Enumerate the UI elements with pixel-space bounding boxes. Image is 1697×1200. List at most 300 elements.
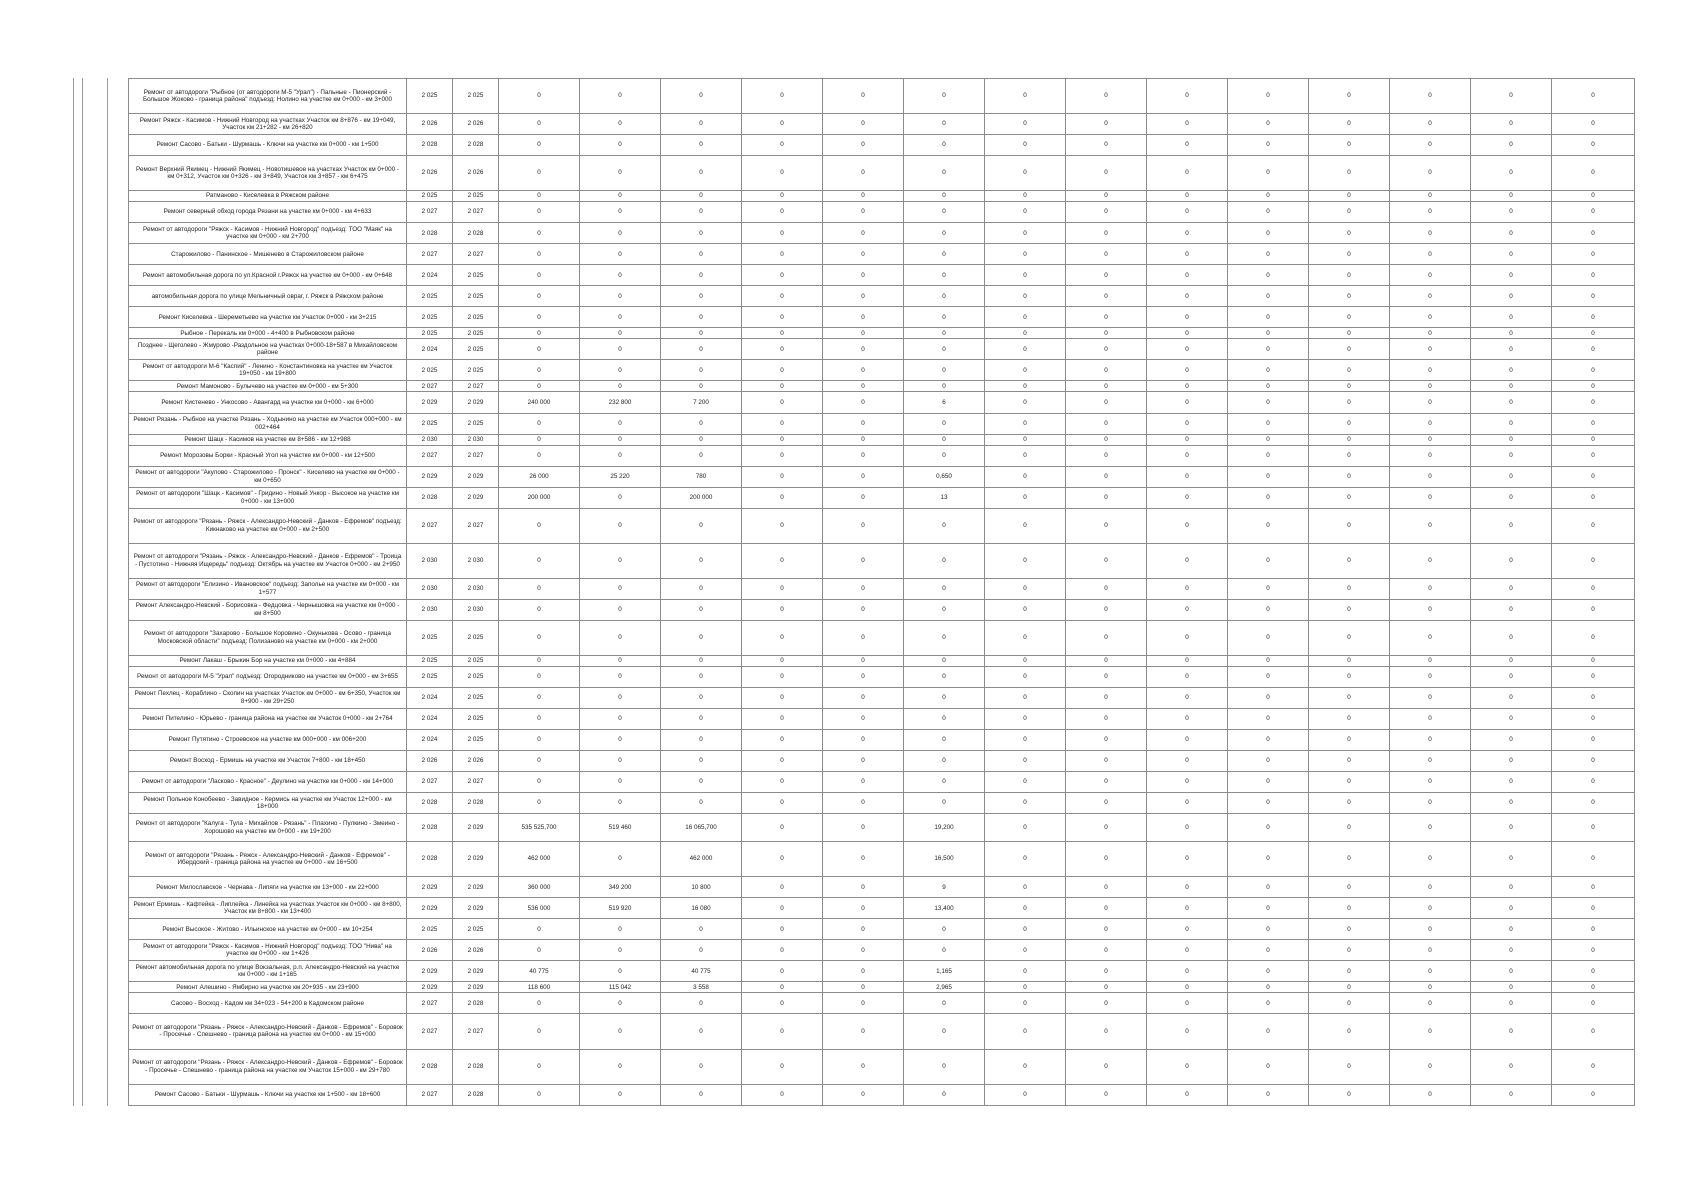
value-cell: 0 (1147, 620, 1228, 655)
value-cell: 0 (580, 708, 661, 729)
table-row (129, 223, 1635, 244)
end-year-cell: 2 025 (453, 328, 499, 339)
table-row (129, 381, 1635, 392)
start-year-cell: 2 029 (407, 898, 453, 919)
value-cell: 0 (1147, 1049, 1228, 1084)
road-name-cell: Ремонт Пителино - Юрьево - граница района на участке км Участок 0+000 - км 2+764 (129, 708, 407, 729)
value-cell: 0 (1471, 982, 1552, 993)
value-cell: 0 (1309, 655, 1390, 666)
road-name-cell: Ремонт от автодороги "Рязань - Ряжск - Александро-Невский - Данков - Ефремов" - Троица - Пустотино - Нижняя Ищередь" подъезд: Октябрь на участке км Участок 0+000 - км 2+950 (129, 543, 407, 578)
value-cell: 0 (1471, 413, 1552, 434)
value-cell: 0 (1147, 487, 1228, 508)
value-cell: 0 (985, 543, 1066, 578)
value-cell: 0 (1228, 730, 1309, 751)
value-cell: 0 (499, 543, 580, 578)
value-cell: 0 (823, 842, 904, 877)
value-cell: 0 (1147, 307, 1228, 328)
value-cell: 0 (985, 877, 1066, 898)
value-cell: 40 775 (499, 961, 580, 982)
value-cell: 0 (1471, 360, 1552, 381)
start-year-cell: 2 028 (407, 1049, 453, 1084)
value-cell: 0 (661, 265, 742, 286)
value-cell: 0 (580, 655, 661, 666)
value-cell: 0 (1552, 487, 1635, 508)
value-cell: 0 (823, 445, 904, 466)
value-cell: 0 (1471, 772, 1552, 793)
value-cell: 0 (499, 381, 580, 392)
value-cell: 0 (1147, 265, 1228, 286)
value-cell: 0 (1228, 223, 1309, 244)
value-cell: 462 000 (661, 842, 742, 877)
table-row (129, 1084, 1635, 1105)
value-cell: 0 (580, 202, 661, 223)
value-cell: 0 (661, 381, 742, 392)
value-cell: 0 (1147, 286, 1228, 307)
value-cell: 0 (580, 79, 661, 114)
value-cell: 0 (661, 508, 742, 543)
value-cell: 0 (1228, 135, 1309, 156)
value-cell: 0 (1309, 730, 1390, 751)
end-year-cell: 2 027 (453, 445, 499, 466)
value-cell: 0 (499, 265, 580, 286)
table-row (129, 730, 1635, 751)
value-cell: 0 (1066, 793, 1147, 814)
table-row (129, 708, 1635, 729)
end-year-cell: 2 025 (453, 307, 499, 328)
end-year-cell: 2 025 (453, 286, 499, 307)
value-cell: 0 (1228, 202, 1309, 223)
end-year-cell: 2 030 (453, 434, 499, 445)
value-cell: 0,650 (904, 466, 985, 487)
value-cell: 0 (1390, 360, 1471, 381)
road-name-cell: Ремонт Рязань - Рыбное на участке Рязань - Ходынино на участке км Участок 000+000 - км 002+464 (129, 413, 407, 434)
value-cell: 0 (1471, 599, 1552, 620)
road-name-cell: Ремонт от автодороги "Акулово - Старожилово - Пронск" - Киселево на участке км 0+000 - км 0+650 (129, 466, 407, 487)
value-cell: 0 (1309, 814, 1390, 842)
value-cell: 0 (1066, 244, 1147, 265)
value-cell: 0 (1228, 543, 1309, 578)
value-cell: 0 (661, 578, 742, 599)
value-cell: 0 (904, 919, 985, 940)
value-cell: 0 (1228, 339, 1309, 360)
value-cell: 0 (499, 793, 580, 814)
value-cell: 0 (1228, 156, 1309, 191)
value-cell: 0 (1552, 381, 1635, 392)
end-year-cell: 2 025 (453, 191, 499, 202)
value-cell: 0 (1390, 1049, 1471, 1084)
value-cell: 0 (580, 434, 661, 445)
end-year-cell: 2 025 (453, 919, 499, 940)
value-cell: 0 (580, 135, 661, 156)
start-year-cell: 2 024 (407, 687, 453, 708)
value-cell: 0 (1147, 392, 1228, 413)
value-cell: 0 (985, 993, 1066, 1014)
value-cell: 0 (1309, 1049, 1390, 1084)
value-cell: 0 (904, 940, 985, 961)
value-cell: 0 (904, 543, 985, 578)
road-name-cell: Ремонт Кистенево - Ункосово - Авангард на участке км 0+000 - км 6+000 (129, 392, 407, 413)
value-cell: 0 (1066, 413, 1147, 434)
value-cell: 0 (823, 940, 904, 961)
value-cell: 0 (1309, 79, 1390, 114)
end-year-cell: 2 025 (453, 655, 499, 666)
value-cell: 0 (1066, 265, 1147, 286)
value-cell: 0 (985, 339, 1066, 360)
value-cell: 0 (1066, 982, 1147, 993)
table-row (129, 135, 1635, 156)
value-cell: 0 (1309, 620, 1390, 655)
road-name-cell: Ремонт от автодороги "Рязань - Ряжск - Александро-Невский - Данков - Ефремов" - Боровок - Просечье - Спешнево - граница района на участке км 0+000 - км 15+000 (129, 1014, 407, 1049)
value-cell: 0 (985, 286, 1066, 307)
start-year-cell: 2 025 (407, 79, 453, 114)
value-cell: 0 (904, 445, 985, 466)
value-cell: 0 (904, 1049, 985, 1084)
value-cell: 0 (1066, 877, 1147, 898)
value-cell: 0 (1228, 79, 1309, 114)
value-cell: 0 (742, 543, 823, 578)
value-cell: 0 (823, 114, 904, 135)
left-margin-line-1 (73, 78, 74, 1106)
road-name-cell: Ремонт от автодороги "Рязань - Ряжск - Александро-Невский - Данков - Ефремов" подъезд: Кикнаково на участке км 0+000 - км 2+500 (129, 508, 407, 543)
value-cell: 0 (823, 191, 904, 202)
value-cell: 0 (1147, 814, 1228, 842)
value-cell: 0 (1228, 814, 1309, 842)
value-cell: 0 (904, 730, 985, 751)
value-cell: 0 (1390, 814, 1471, 842)
value-cell: 0 (580, 156, 661, 191)
value-cell: 0 (823, 1084, 904, 1105)
value-cell: 0 (1390, 730, 1471, 751)
value-cell: 0 (1147, 244, 1228, 265)
table-row (129, 543, 1635, 578)
value-cell: 0 (823, 286, 904, 307)
value-cell: 0 (1228, 655, 1309, 666)
start-year-cell: 2 030 (407, 599, 453, 620)
value-cell: 0 (1552, 578, 1635, 599)
value-cell: 0 (1066, 328, 1147, 339)
value-cell: 0 (499, 620, 580, 655)
value-cell: 0 (1552, 898, 1635, 919)
value-cell: 0 (1471, 223, 1552, 244)
start-year-cell: 2 029 (407, 961, 453, 982)
value-cell: 0 (742, 114, 823, 135)
value-cell: 0 (985, 842, 1066, 877)
value-cell: 0 (985, 191, 1066, 202)
value-cell: 0 (580, 413, 661, 434)
end-year-cell: 2 025 (453, 666, 499, 687)
value-cell: 0 (1228, 392, 1309, 413)
table-row (129, 655, 1635, 666)
value-cell: 0 (1228, 328, 1309, 339)
start-year-cell: 2 027 (407, 445, 453, 466)
value-cell: 0 (1228, 434, 1309, 445)
value-cell: 0 (1147, 135, 1228, 156)
value-cell: 0 (1471, 286, 1552, 307)
value-cell: 3 558 (661, 982, 742, 993)
value-cell: 0 (1066, 307, 1147, 328)
value-cell: 0 (1552, 223, 1635, 244)
value-cell: 0 (1390, 842, 1471, 877)
value-cell: 0 (823, 392, 904, 413)
value-cell: 0 (1552, 1084, 1635, 1105)
value-cell: 0 (742, 1049, 823, 1084)
value-cell: 0 (985, 961, 1066, 982)
value-cell: 0 (1471, 993, 1552, 1014)
value-cell: 25 220 (580, 466, 661, 487)
value-cell: 0 (1552, 445, 1635, 466)
value-cell: 0 (661, 156, 742, 191)
road-name-cell: Рыбное - Перекаль км 0+000 - 4+400 в Рыбновском районе (129, 328, 407, 339)
value-cell: 0 (1552, 543, 1635, 578)
start-year-cell: 2 024 (407, 730, 453, 751)
value-cell: 0 (1390, 877, 1471, 898)
road-name-cell: Ремонт Ряжск - Касимов - Нижний Новгород на участках Участок км 8+876 - км 19+049, Участок км 21+282 - км 26+820 (129, 114, 407, 135)
table-row (129, 328, 1635, 339)
value-cell: 0 (985, 487, 1066, 508)
value-cell: 0 (1147, 793, 1228, 814)
value-cell: 780 (661, 466, 742, 487)
end-year-cell: 2 026 (453, 156, 499, 191)
value-cell: 0 (499, 751, 580, 772)
value-cell: 0 (1147, 993, 1228, 1014)
value-cell: 0 (1471, 751, 1552, 772)
end-year-cell: 2 027 (453, 1014, 499, 1049)
value-cell: 0 (580, 360, 661, 381)
value-cell: 0 (1147, 114, 1228, 135)
value-cell: 0 (1552, 265, 1635, 286)
value-cell: 6 (904, 392, 985, 413)
value-cell: 0 (499, 114, 580, 135)
start-year-cell: 2 025 (407, 620, 453, 655)
value-cell: 0 (1309, 360, 1390, 381)
road-name-cell: Ремонт Александро-Невский - Борисовка - Федцовка - Чернышовка на участке км 0+000 - км 8+500 (129, 599, 407, 620)
value-cell: 0 (823, 730, 904, 751)
value-cell: 0 (1471, 730, 1552, 751)
value-cell: 0 (1066, 487, 1147, 508)
value-cell: 0 (1228, 687, 1309, 708)
value-cell: 0 (1228, 487, 1309, 508)
table-row (129, 156, 1635, 191)
value-cell: 0 (661, 543, 742, 578)
value-cell: 0 (1552, 307, 1635, 328)
value-cell: 0 (1066, 223, 1147, 244)
value-cell: 0 (1552, 842, 1635, 877)
value-cell: 0 (1066, 655, 1147, 666)
value-cell: 0 (1471, 445, 1552, 466)
table-row (129, 307, 1635, 328)
value-cell: 0 (742, 772, 823, 793)
value-cell: 0 (1471, 466, 1552, 487)
value-cell: 0 (1228, 1049, 1309, 1084)
value-cell: 0 (499, 434, 580, 445)
end-year-cell: 2 028 (453, 135, 499, 156)
value-cell: 0 (742, 244, 823, 265)
value-cell: 0 (1552, 751, 1635, 772)
value-cell: 0 (985, 655, 1066, 666)
value-cell: 0 (1552, 982, 1635, 993)
value-cell: 0 (1309, 599, 1390, 620)
value-cell: 16 080 (661, 898, 742, 919)
value-cell: 0 (985, 307, 1066, 328)
value-cell: 240 000 (499, 392, 580, 413)
end-year-cell: 2 029 (453, 392, 499, 413)
value-cell: 0 (1066, 381, 1147, 392)
value-cell: 2,965 (904, 982, 985, 993)
value-cell: 0 (1066, 620, 1147, 655)
value-cell: 0 (1066, 360, 1147, 381)
value-cell: 0 (823, 961, 904, 982)
end-year-cell: 2 028 (453, 223, 499, 244)
value-cell: 0 (823, 919, 904, 940)
value-cell: 0 (661, 434, 742, 445)
value-cell: 0 (1066, 79, 1147, 114)
start-year-cell: 2 028 (407, 487, 453, 508)
value-cell: 0 (742, 687, 823, 708)
value-cell: 0 (1228, 898, 1309, 919)
road-name-cell: Ратманово - Киселевка в Ряжском районе (129, 191, 407, 202)
value-cell: 0 (1066, 898, 1147, 919)
value-cell: 0 (1147, 655, 1228, 666)
table-row (129, 961, 1635, 982)
value-cell: 13 (904, 487, 985, 508)
value-cell: 0 (823, 360, 904, 381)
start-year-cell: 2 026 (407, 114, 453, 135)
value-cell: 0 (580, 223, 661, 244)
value-cell: 0 (823, 543, 904, 578)
value-cell: 0 (1147, 898, 1228, 919)
value-cell: 0 (742, 961, 823, 982)
value-cell: 0 (742, 993, 823, 1014)
value-cell: 0 (1228, 919, 1309, 940)
value-cell: 0 (1390, 223, 1471, 244)
value-cell: 0 (1471, 244, 1552, 265)
value-cell: 118 600 (499, 982, 580, 993)
value-cell: 0 (1552, 360, 1635, 381)
value-cell: 0 (1066, 191, 1147, 202)
value-cell: 0 (1309, 434, 1390, 445)
value-cell: 0 (1147, 842, 1228, 877)
value-cell: 0 (499, 666, 580, 687)
value-cell: 0 (1147, 156, 1228, 191)
road-name-cell: Ремонт Ермишь - Кафтейка - Липлейка - Линейка на участках Участок км 0+000 - км 8+800, Участок км 8+800 - км 13+400 (129, 898, 407, 919)
value-cell: 0 (742, 666, 823, 687)
value-cell: 0 (661, 708, 742, 729)
value-cell: 0 (904, 339, 985, 360)
table-row (129, 940, 1635, 961)
value-cell: 0 (904, 156, 985, 191)
table-row (129, 191, 1635, 202)
road-name-cell: Ремонт от автодороги "Рыбное (от автодороги М-5 "Урал") - Пальные - Пионерский - Большое Жоково - граница района" подъезд: Нолино на участке км 0+000 - км 3+000 (129, 79, 407, 114)
road-name-cell: Ремонт Сасово - Батьки - Шурмашь - Ключи на участке км 1+500 - км 18+600 (129, 1084, 407, 1105)
end-year-cell: 2 027 (453, 772, 499, 793)
table-body (129, 79, 1635, 1106)
end-year-cell: 2 025 (453, 339, 499, 360)
value-cell: 0 (742, 599, 823, 620)
value-cell: 40 775 (661, 961, 742, 982)
value-cell: 0 (499, 339, 580, 360)
value-cell: 0 (1147, 445, 1228, 466)
value-cell: 0 (1066, 445, 1147, 466)
value-cell: 0 (1309, 392, 1390, 413)
value-cell: 0 (499, 655, 580, 666)
start-year-cell: 2 025 (407, 191, 453, 202)
value-cell: 0 (499, 1049, 580, 1084)
value-cell: 0 (580, 191, 661, 202)
value-cell: 0 (985, 244, 1066, 265)
end-year-cell: 2 028 (453, 1084, 499, 1105)
value-cell: 0 (1066, 919, 1147, 940)
value-cell: 0 (742, 79, 823, 114)
value-cell: 0 (580, 793, 661, 814)
value-cell: 0 (1552, 286, 1635, 307)
value-cell: 0 (742, 135, 823, 156)
value-cell: 0 (1309, 1084, 1390, 1105)
value-cell: 0 (1552, 114, 1635, 135)
value-cell: 0 (1471, 687, 1552, 708)
value-cell: 0 (580, 445, 661, 466)
value-cell: 0 (985, 919, 1066, 940)
value-cell: 0 (1228, 961, 1309, 982)
start-year-cell: 2 030 (407, 578, 453, 599)
value-cell: 0 (742, 814, 823, 842)
end-year-cell: 2 029 (453, 487, 499, 508)
value-cell: 0 (985, 730, 1066, 751)
value-cell: 0 (1228, 286, 1309, 307)
value-cell: 0 (1390, 793, 1471, 814)
start-year-cell: 2 027 (407, 202, 453, 223)
value-cell: 0 (985, 508, 1066, 543)
value-cell: 0 (904, 191, 985, 202)
value-cell: 0 (580, 578, 661, 599)
value-cell: 0 (661, 730, 742, 751)
value-cell: 0 (985, 1049, 1066, 1084)
value-cell: 0 (661, 191, 742, 202)
value-cell: 0 (1147, 339, 1228, 360)
value-cell: 232 800 (580, 392, 661, 413)
value-cell: 0 (580, 487, 661, 508)
road-name-cell: автомобильная дорога по улице Мельничный овраг, г. Ряжск в Ряжском районе (129, 286, 407, 307)
value-cell: 0 (1390, 434, 1471, 445)
value-cell: 16 065,700 (661, 814, 742, 842)
value-cell: 0 (1471, 919, 1552, 940)
value-cell: 0 (661, 413, 742, 434)
value-cell: 462 000 (499, 842, 580, 877)
end-year-cell: 2 026 (453, 114, 499, 135)
value-cell: 0 (985, 381, 1066, 392)
value-cell: 0 (1309, 898, 1390, 919)
value-cell: 0 (904, 413, 985, 434)
value-cell: 0 (1228, 381, 1309, 392)
value-cell: 0 (1309, 982, 1390, 993)
start-year-cell: 2 025 (407, 286, 453, 307)
value-cell: 0 (1309, 307, 1390, 328)
value-cell: 0 (1390, 339, 1471, 360)
road-name-cell: Ремонт Шацк - Касимов на участке км 8+586 - км 12+988 (129, 434, 407, 445)
value-cell: 0 (1552, 655, 1635, 666)
value-cell: 0 (1066, 114, 1147, 135)
value-cell: 0 (1552, 156, 1635, 191)
value-cell: 0 (661, 339, 742, 360)
end-year-cell: 2 030 (453, 599, 499, 620)
value-cell: 0 (904, 620, 985, 655)
value-cell: 0 (1390, 466, 1471, 487)
value-cell: 0 (1390, 751, 1471, 772)
end-year-cell: 2 027 (453, 244, 499, 265)
value-cell: 0 (1390, 543, 1471, 578)
value-cell: 0 (985, 1084, 1066, 1105)
value-cell: 0 (1147, 434, 1228, 445)
value-cell: 0 (823, 1014, 904, 1049)
